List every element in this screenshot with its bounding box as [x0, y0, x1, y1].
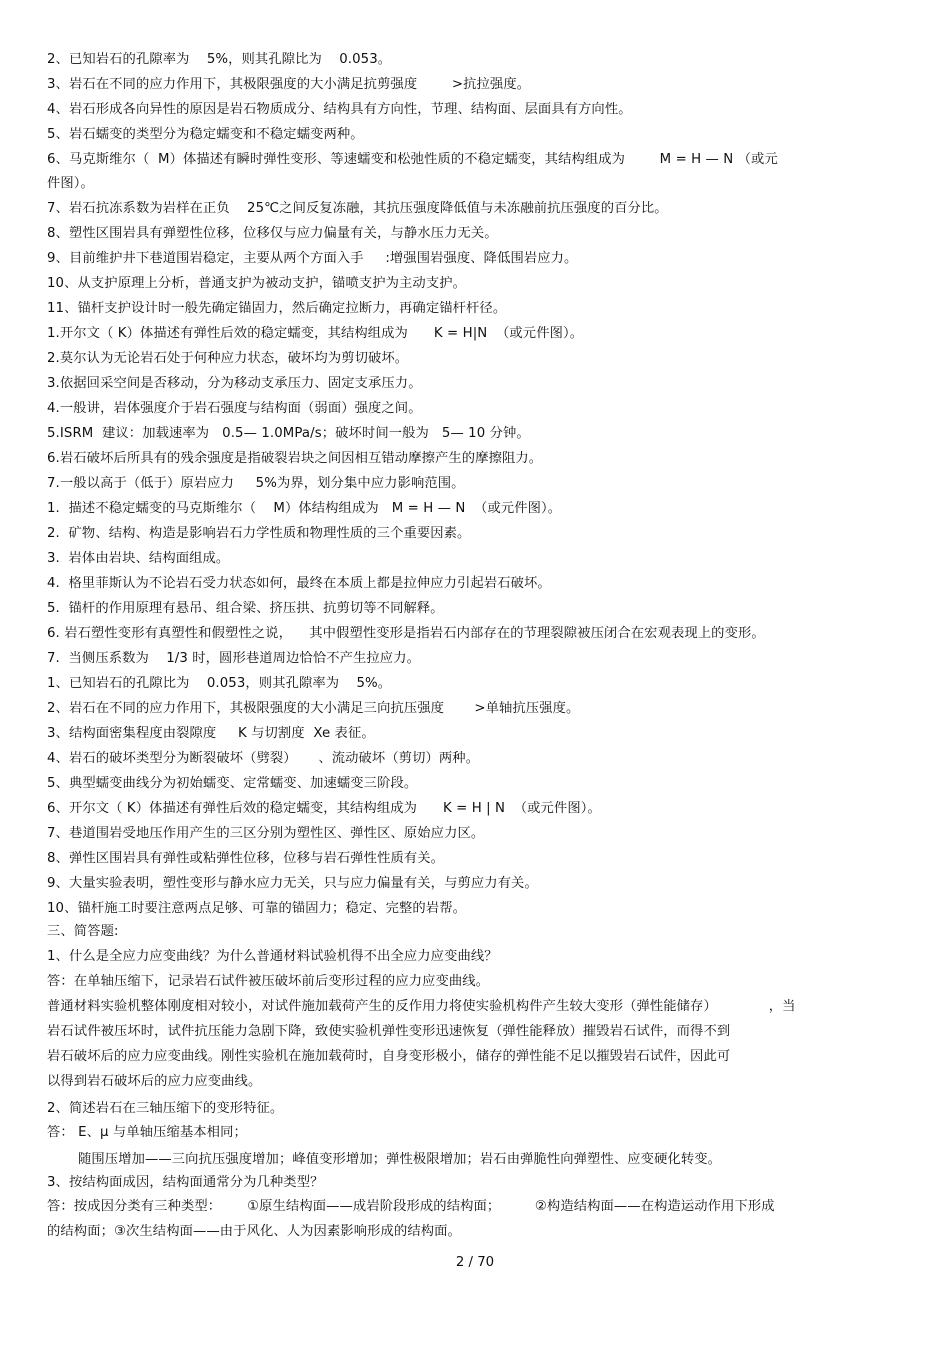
text-line: 3、岩石在不同的应力作用下，其极限强度的大小满足抗剪强度 >抗拉强度。 [47, 77, 531, 92]
text-line: 7. 当侧压系数为 1/3 时，圆形巷道周边恰恰不产生拉应力。 [47, 651, 421, 666]
answer-line: 的结构面；③次生结构面——由于风化、人为因素影响形成的结构面。 [47, 1224, 461, 1239]
text-line: 4、岩石形成各向异性的原因是岩石物质成分、结构具有方向性，节理、结构面、层面具有方向性。 [47, 102, 632, 117]
text-line: 8、弹性区围岩具有弹性或粘弹性位移，位移与岩石弹性性质有关。 [47, 851, 445, 866]
answer-line: 以得到岩石破坏后的应力应变曲线。 [47, 1074, 262, 1089]
question-line: 3、按结构面成因，结构面通常分为几种类型？ [47, 1175, 324, 1190]
text-line: 2. 矿物、结构、构造是影响岩石力学性质和物理性质的三个重要因素。 [47, 526, 471, 541]
question-line: 1、什么是全应力应变曲线？为什么普通材料试验机得不出全应力应变曲线？ [47, 949, 498, 964]
answer-line: 岩石试件被压坏时，试件抗压能力急剧下降，致使实验机弹性变形迅速恢复（弹性能释放）摧毁岩石试件，而得不到 [47, 1024, 731, 1039]
text-line: 3. 岩体由岩块、结构面组成。 [47, 551, 230, 566]
text-line: 5、岩石蠕变的类型分为稳定蠕变和不稳定蠕变两种。 [47, 127, 364, 142]
text-line: 4. 格里菲斯认为不论岩石受力状态如何，最终在本质上都是拉伸应力引起岩石破坏。 [47, 576, 551, 591]
text-line: 6.岩石破坏后所具有的残余强度是指破裂岩块之间因相互错动摩擦产生的摩擦阻力。 [47, 451, 543, 466]
question-line: 2、简述岩石在三轴压缩下的变形特征。 [47, 1101, 284, 1116]
text-line: 8、塑性区围岩具有弹塑性位移，位移仅与应力偏量有关，与静水压力无关。 [47, 226, 498, 241]
text-line: 6. 岩石塑性变形有真塑性和假塑性之说， 其中假塑性变形是指岩石内部存在的节理裂隙被压闭合在宏观表现上的变形。 [47, 626, 765, 641]
text-line: 5.ISRM 建议：加载速率为 0.5— 1.0MPa/s；破坏时间一般为 5— 10 分钟。 [47, 426, 530, 441]
text-line: 9、大量实验表明，塑性变形与静水应力无关，只与应力偏量有关，与剪应力有关。 [47, 876, 538, 891]
answer-line: 答： E、μ 与单轴压缩基本相同； [47, 1125, 247, 1140]
answer-line: 普通材料实验机整体刚度相对较小，对试件施加载荷产生的反作用力将使实验机构件产生较大变形（弹性能储存） ，当 [47, 999, 796, 1014]
answer-line: 岩石破坏后的应力应变曲线。刚性实验机在施加载荷时，自身变形极小，储存的弹性能不足以摧毁岩石试件，因此可 [47, 1049, 731, 1064]
text-line: 2、已知岩石的孔隙率为 5%，则其孔隙比为 0.053。 [47, 52, 392, 67]
text-line: 2.莫尔认为无论岩石处于何种应力状态，破坏均为剪切破坏。 [47, 351, 409, 366]
text-line: 1、已知岩石的孔隙比为 0.053，则其孔隙率为 5%。 [47, 676, 392, 691]
text-line: 5. 锚杆的作用原理有悬吊、组合梁、挤压拱、抗剪切等不同解释。 [47, 601, 444, 616]
text-line: 9、目前维护井下巷道围岩稳定，主要从两个方面入手 :增强围岩强度、降低围岩应力。 [47, 251, 578, 266]
text-line: 10、锚杆施工时要注意两点足够、可靠的锚固力；稳定、完整的岩帮。 [47, 901, 467, 916]
answer-line: 答：按成因分类有三种类型： ①原生结构面——成岩阶段形成的结构面； ②构造结构面——在构造运动作用下形成 [47, 1199, 775, 1214]
text-line: 4、岩石的破坏类型分为断裂破坏（劈裂） 、流动破坏（剪切）两种。 [47, 751, 480, 766]
text-line: 11、锚杆支护设计时一般先确定锚固力，然后确定拉断力，再确定锚杆杆径。 [47, 301, 507, 316]
text-line: 7.一般以高于（低于）原岩应力 5%为界，划分集中应力影响范围。 [47, 476, 465, 491]
section-heading: 三、简答题: [47, 924, 119, 939]
text-line: 1.开尔文（ K）体描述有弹性后效的稳定蠕变，其结构组成为 K = H|N （或元件图）。 [47, 326, 584, 341]
answer-line: 答：在单轴压缩下，记录岩石试件被压破坏前后变形过程的应力应变曲线。 [47, 974, 490, 989]
text-line: 7、岩石抗冻系数为岩样在正负 25℃之间反复冻融，其抗压强度降低值与未冻融前抗压强度的百分比。 [47, 201, 668, 216]
text-line: 3、结构面密集程度由裂隙度 K 与切割度 Xe 表征。 [47, 726, 375, 741]
text-line: 5、典型蠕变曲线分为初始蠕变、定常蠕变、加速蠕变三阶段。 [47, 776, 418, 791]
text-line: 1. 描述不稳定蠕变的马克斯维尔（ M）体结构组成为 M = H — N （或元件图）。 [47, 501, 562, 516]
text-line: 6、马克斯维尔（ M）体描述有瞬时弹性变形、等速蠕变和松弛性质的不稳定蠕变，其结构组成为 M = H — N （或元 [47, 152, 778, 167]
text-line: 4.一般讲，岩体强度介于岩石强度与结构面（弱面）强度之间。 [47, 401, 422, 416]
text-line: 2、岩石在不同的应力作用下，其极限强度的大小满足三向抗压强度 >单轴抗压强度。 [47, 701, 580, 716]
text-line: 3.依据回采空间是否移动，分为移动支承压力、固定支承压力。 [47, 376, 422, 391]
answer-line: 随围压增加——三向抗压强度增加；峰值变形增加；弹性极限增加；岩石由弹脆性向弹塑性、应变硬化转变。 [78, 1152, 722, 1167]
text-line: 件图）。 [47, 176, 94, 191]
text-line: 6、开尔文（ K）体描述有弹性后效的稳定蠕变，其结构组成为 K = H | N （或元件图）。 [47, 801, 601, 816]
text-line: 7、巷道围岩受地压作用产生的三区分别为塑性区、弹性区、原始应力区。 [47, 826, 485, 841]
text-line: 10、从支护原理上分析，普通支护为被动支护，锚喷支护为主动支护。 [47, 276, 467, 291]
page-number: 2 / 70 [455, 1255, 495, 1270]
